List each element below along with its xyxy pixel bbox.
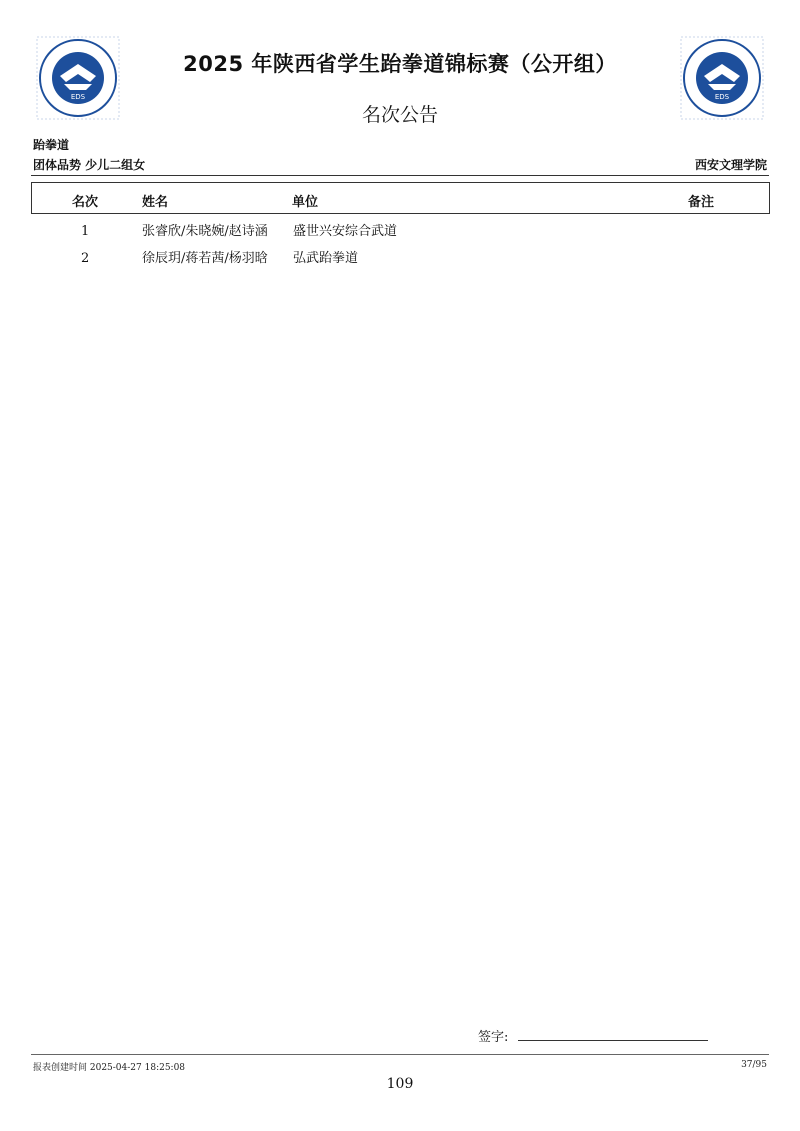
column-name: 姓名 (142, 195, 169, 210)
signature-label: 签字: (478, 1030, 509, 1045)
unit-cell: 弘武跆拳道 (293, 251, 359, 266)
column-note: 备注 (688, 195, 715, 210)
svg-text:EDS: EDS (70, 93, 86, 101)
column-unit: 单位 (292, 195, 319, 210)
svg-text:EDS: EDS (714, 93, 730, 101)
created-timestamp: 报表创建时间 2025-04-27 18:25:08 (33, 1063, 186, 1073)
document-subtitle: 名次公告 (361, 104, 438, 126)
names-cell: 徐辰玥/蒋若茜/杨羽晗 (142, 251, 268, 266)
page-number: 109 (386, 1076, 414, 1092)
header-divider (31, 175, 769, 176)
footer-divider (31, 1054, 769, 1055)
table-row (31, 246, 769, 272)
event-label: 团体品势 少儿二组女 (33, 158, 146, 172)
table-header (31, 182, 770, 214)
sport-label: 跆拳道 (33, 138, 70, 152)
signature-line (518, 1040, 708, 1041)
table-row (31, 219, 769, 245)
page-ratio: 37/95 (741, 1060, 767, 1070)
venue-label: 西安文理学院 (694, 158, 767, 172)
rank-cell: 2 (81, 251, 90, 266)
document-title: 2025 年陕西省学生跆拳道锦标赛（公开组） (183, 52, 617, 76)
column-rank: 名次 (72, 195, 99, 210)
names-cell: 张睿欣/朱晓婉/赵诗涵 (142, 224, 268, 239)
unit-cell: 盛世兴安综合武道 (293, 224, 398, 239)
rank-cell: 1 (81, 224, 90, 239)
